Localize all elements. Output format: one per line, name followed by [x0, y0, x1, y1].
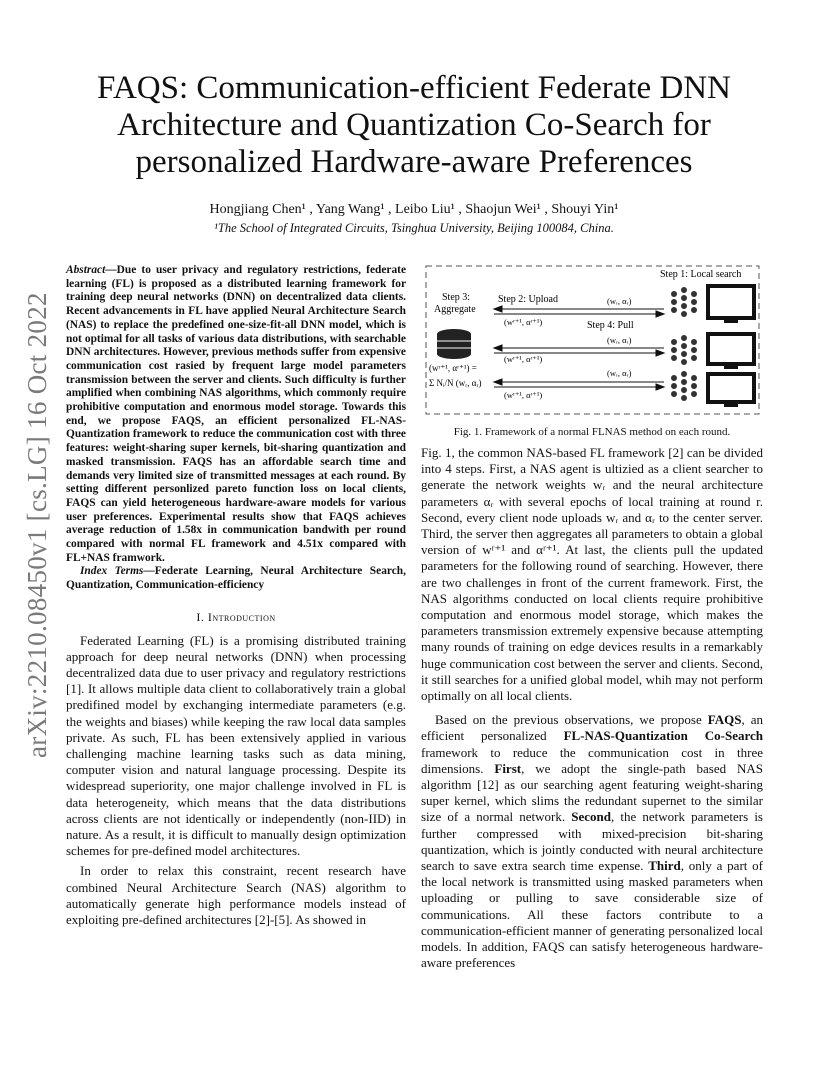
title-line-1: FAQS: Communication-efficient Federate DNN [97, 70, 731, 106]
bold-term: Second [571, 809, 611, 825]
bold-term: First [494, 760, 522, 776]
arxiv-stamp: arXiv:2210.08450v1 [cs.LG] 16 Oct 2022 [22, 292, 52, 758]
upload-params-3: (wᵣ, αᵣ) [607, 368, 632, 378]
server-database-icon [437, 329, 471, 359]
right-column [421, 445, 763, 972]
step2-label: Step 2: Upload [498, 294, 558, 305]
neural-network-icon [671, 287, 697, 317]
arrow-head-icon [494, 306, 502, 312]
right-paragraph-1: Fig. 1, the common NAS-based FL framework [2] can be divided into 4 steps. First, a NAS agent is ultizied as a client searcher to generate the network weights wᵣ and the neural architecture parameters αᵣ with several epochs of local training at round r. Second, every client node uploads wᵣ and αᵣ to the center server. Third, the server then aggregates all parameters to obtain a global version of wʳ⁺¹ and αʳ⁺¹. At last, the clients pull the updated parameters for the following round of searching. However, there are two challenges in front of the current framework. First, the NAS algorithms conducted on local clients require prohibitive computation and enormous model storage, which makes the parameters transmission extremely expensive because attempting many rounds of training on edge devices results in a remarkably huge communication cost between the server and clients. Second, it still searches for a unified global model, whih may not perform optimally on all local clients. [421, 445, 763, 704]
pull-params-2: (wʳ⁺¹, αʳ⁺¹) [504, 354, 543, 364]
affiliation: ¹The School of Integrated Circuits, Tsinghua University, Beijing 100084, China. [214, 221, 614, 235]
author-list: Hongjiang Chen¹ , Yang Wang¹ , Leibo Liu¹ , Shaojun Wei¹ , Shouyi Yin¹ [209, 202, 619, 217]
title-line-2: Architecture and Quantization Co-Search for [117, 107, 711, 143]
framework-figure [424, 262, 762, 417]
text-run: framework to reduce the communication cost in three dimensions. [421, 744, 763, 776]
aggregate-equation-left: (wʳ⁺¹, αʳ⁺¹) = [429, 363, 477, 373]
client-monitor-icon [708, 286, 754, 323]
text-run: , we adopt the single-path based NAS algorithm [12] as our searching agent featuring weight-sharing super kernel, which slims the redundant supernet to the similar size of a normal network. [421, 760, 763, 825]
arrow-head-icon [656, 350, 664, 356]
bold-term: FAQS [707, 712, 742, 728]
text-run: Based on the previous observations, we propose [435, 712, 708, 728]
neural-network-icon [671, 371, 697, 401]
figure-caption: Fig. 1. Framework of a normal FLNAS method on each round. [453, 426, 731, 438]
step3-label-b: Aggregate [434, 304, 476, 315]
step4-label: Step 4: Pull [587, 320, 634, 331]
step3-label-a: Step 3: [442, 292, 471, 303]
abstract-label: Abstract— [66, 264, 117, 276]
upload-params-2: (wᵣ, αᵣ) [607, 335, 632, 345]
text-run: , only a part of the local network is transmitted using masked parameters when uploading or pulling to save considerable size of communications. All these factors contribute to a communication-efficient manner of generating personalized local models. In addition, FAQS can satisfy heterogeneous hardware-aware preferences [421, 858, 763, 971]
step1-label: Step 1: Local search [660, 269, 742, 280]
aggregate-equation-sum: Σ Nᵢ/N (wᵣ, αᵣ) [429, 378, 482, 388]
text-run: , the network parameters is further compressed with mixed-precision bit-sharing quantization, which is jointly conducted with neural architecture search to save extra search time expense. [421, 809, 763, 874]
text-run: , an efficient personalized [421, 712, 763, 744]
intro-paragraph-2: In order to relax this constraint, recent research have combined Neural Architecture Search (NAS) algorithm to automatically generate high performance models instead of exploiting pre-defined architectures [2]-[5]. As showed in [66, 863, 406, 928]
arrow-head-icon [656, 311, 664, 317]
index-terms-label: Index Terms— [80, 565, 155, 578]
client-monitor-icon [708, 334, 754, 369]
abstract [66, 264, 406, 565]
intro-paragraph-1: Federated Learning (FL) is a promising distributed training approach for deep neural networks (DNN) when processing decentralized data due to user privacy and regulatory restrictions [1]. It allows multiple data client to collaboratively train a global predifined model by exchanging intermediate parameters (e.g. the weights and biases) while keeping the raw local data samples private. As such, FL has been extensively applied in various challenging machine learning tasks such as data mining, computer vision and natural language processing. Despite its widespread superiority, one major challenge involved in FL is data heterogeneity, which means that the data distributions across clients are not identically or independently (non-IID) in nature. As a result, it is difficult to manually design optimization schemes for pre-defined model architectures. [66, 632, 406, 859]
section-heading: I. Introduction [196, 609, 276, 624]
paper-title [60, 70, 768, 181]
upload-params-1: (wᵣ, αᵣ) [607, 296, 632, 306]
bold-term: Third [648, 858, 681, 874]
arrow-head-icon [494, 345, 502, 351]
framework-diagram [424, 262, 762, 417]
bold-term: FL-NAS-Quantization Co-Search [563, 728, 764, 744]
title-line-3: personalized Hardware-aware Preferences [135, 144, 693, 180]
arrow-head-icon [656, 384, 664, 390]
pull-params-1: (wʳ⁺¹, αʳ⁺¹) [504, 317, 543, 327]
abstract-text: Due to user privacy and regulatory restrictions, federate learning (FL) is proposed as a distributed learning framework for training deep neural networks (DNN) on decentralized data clients. Recent advancements in FL have applied Neural Architecture Search (NAS) to replace the predefined one-size-fit-all DNN model, which is not optimal for all tasks of various data distributions, with searchable DNN architectures. However, previous methods suffer from expensive communication cost rasied by frequent large model parameters transmission between the server and clients. Such difficulty is further amplified when combining NAS algorithms, which commonly require prohibitive computation and enormous model storage. Towards this end, we propose FAQS, an efficient personalized FL-NAS-Quantization framework to reduce the communication cost with three features: weight-sharing super kernels, bit-sharing quantization and masked transmission. FAQS has an affordable search time and demands very limited size of transmitted messages at each round. By setting different personlized pareto function loss on local clients, FAQS can yield heterogeneous hardware-aware models for various user preferences. Experimental results show that FAQS achieves average reduction of 1.58x in communication bandwith per round compared with normal FL framework and 4.51x compared with FL+NAS framwork. [66, 264, 406, 564]
client-monitor-icon [708, 374, 754, 407]
neural-network-icon [671, 335, 697, 365]
right-paragraph-2 [421, 712, 763, 971]
arrow-head-icon [494, 379, 502, 385]
index-terms [66, 565, 406, 592]
left-column [66, 264, 406, 928]
pull-params-3: (wʳ⁺¹, αʳ⁺¹) [504, 390, 543, 400]
index-terms-text: Federate Learning, Neural Architecture Search, Quantization, Communication-efficiency [66, 565, 406, 592]
